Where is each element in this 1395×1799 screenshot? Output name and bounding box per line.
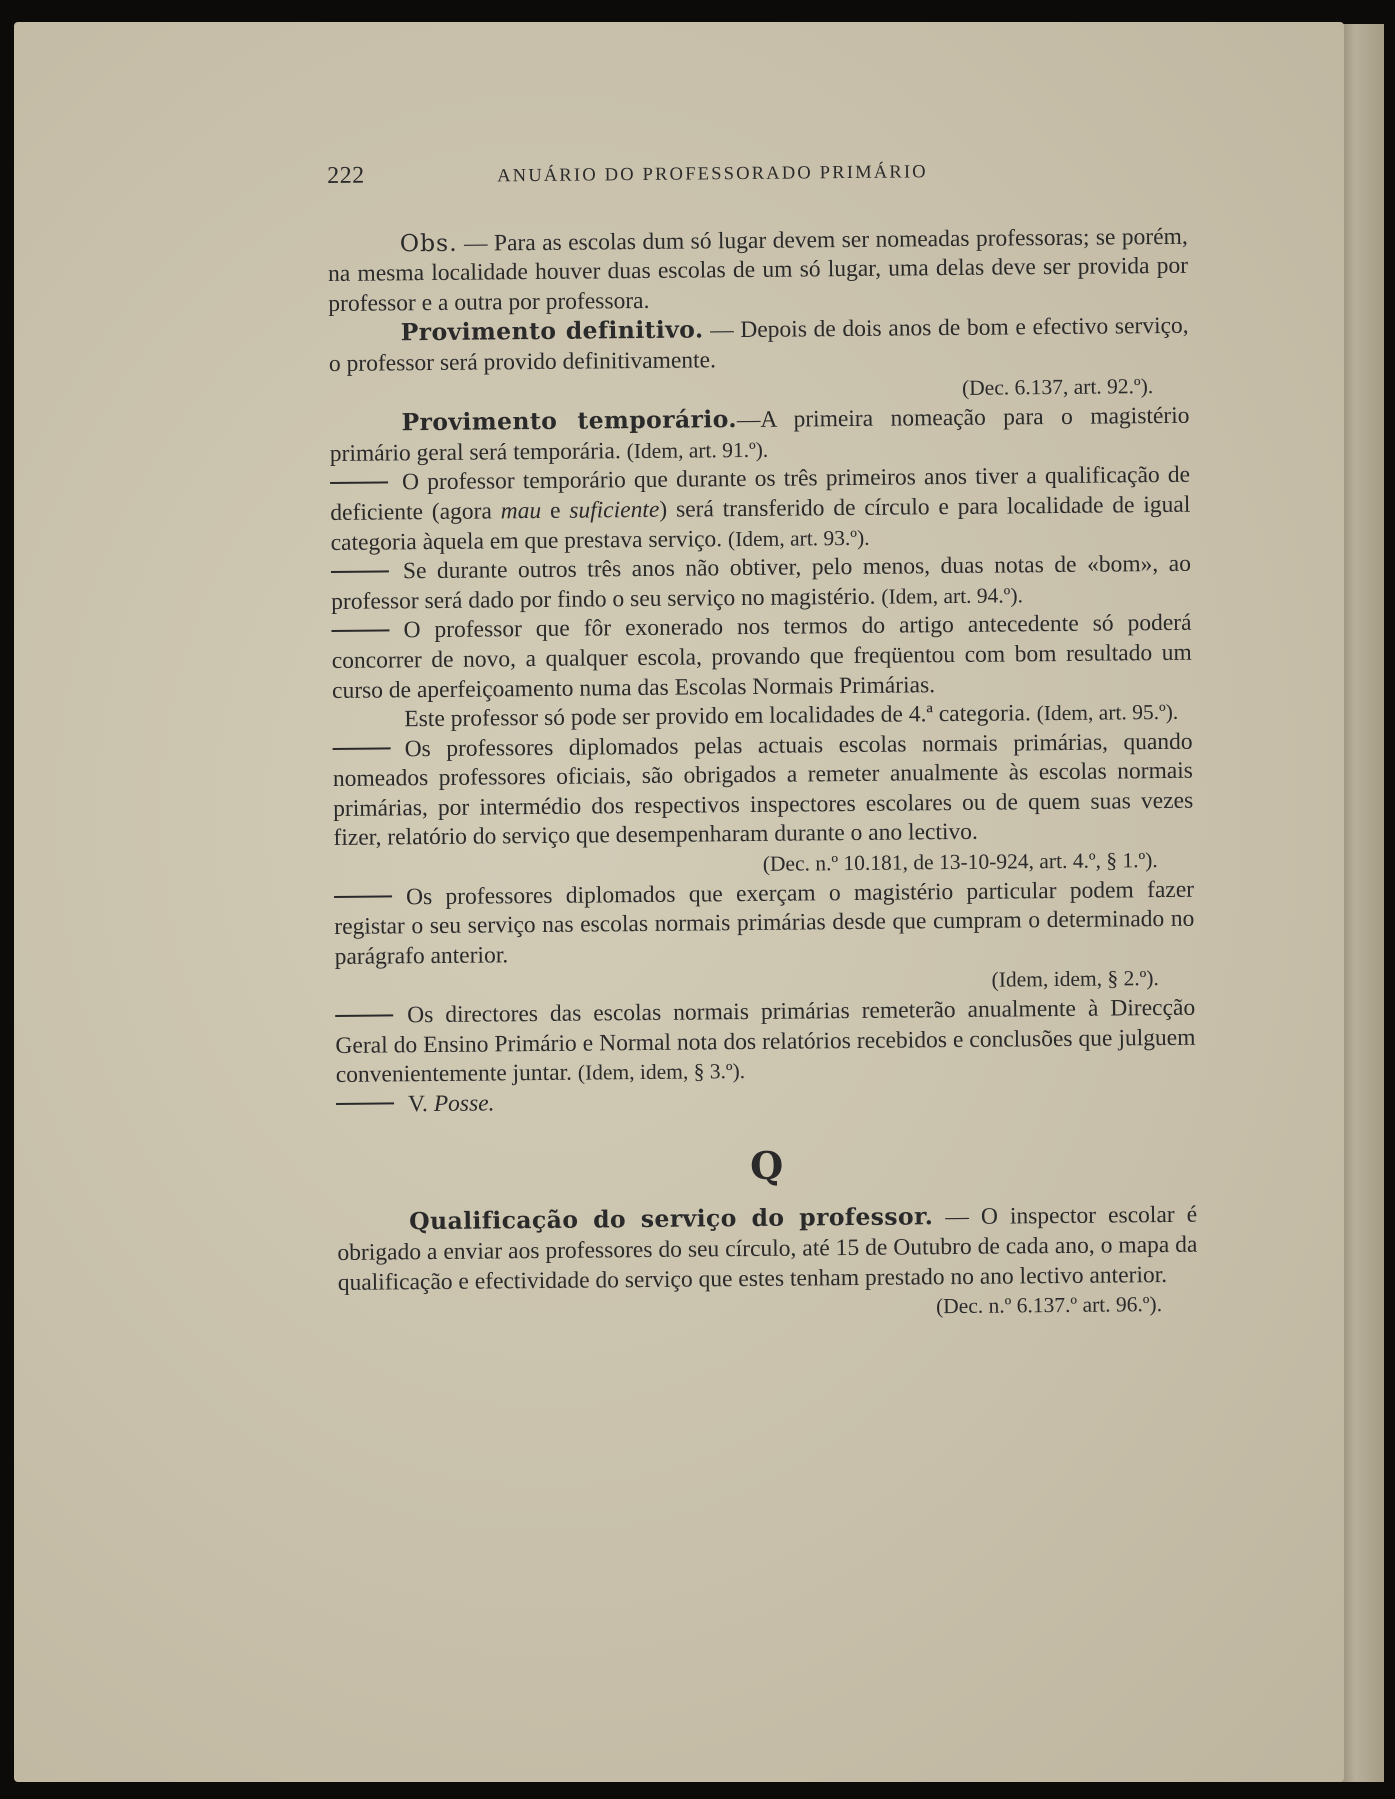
- qualificacao-paragraph: [337, 1200, 1198, 1298]
- section-letter-q: Q: [749, 1143, 784, 1189]
- definitive-reference: (Dec. 6.137, art. 92.º).: [961, 373, 1154, 400]
- em-rule: [334, 896, 392, 899]
- obs-heading: Obs.: [399, 228, 458, 257]
- art93-reference: (Idem, art. 93.º).: [727, 525, 870, 551]
- art94-paragraph: [331, 550, 1192, 617]
- directores-paragraph: [335, 994, 1196, 1091]
- art93-mau: mau: [500, 497, 542, 525]
- art95b-text: Este professor só pode ser provido em localidades de 4.ª categoria.: [404, 700, 1031, 733]
- obs-paragraph: [328, 221, 1189, 319]
- particular-reference: (Idem, idem, § 2.º).: [991, 966, 1159, 993]
- art93-e: e: [541, 497, 570, 524]
- em-rule: [333, 748, 391, 751]
- qualificacao-reference: (Dec. n.º 6.137.º art. 96.º).: [935, 1292, 1163, 1319]
- qualificacao-text: — O inspector escolar é obrigado a enviar aos professores do seu círculo, até 15 de Outubro de cada ano, o mapa da qualificação e efectividade do serviço que estes tenham prestado no ano lectivo anterior.: [337, 1202, 1198, 1296]
- definitive-paragraph: [329, 311, 1190, 379]
- art93-paragraph: [330, 461, 1191, 558]
- art93-text-a: O professor temporário que durante os três primeiros anos tiver a qualificação de deficiente (agora: [330, 462, 1191, 526]
- particular-text: Os professores diplomados que exerçam o magistério particular podem fazer registar o seu serviço nas escolas normais primárias desde que cumpram o determinado no parágrafo anterior.: [334, 876, 1195, 970]
- art95-reference: (Idem, art. 95.º).: [1036, 699, 1179, 726]
- definitive-text: — Depois de dois anos de bom e efectivo serviço, o professor será provido definitivamente.: [328, 313, 1189, 377]
- em-rule: [336, 1103, 394, 1106]
- em-rule: [331, 629, 389, 632]
- posse-word: Posse.: [433, 1090, 495, 1117]
- particular-paragraph: [334, 875, 1195, 972]
- diplomados-reference: (Dec. n.º 10.181, de 13-10-924, art. 4.º, § 1.º).: [762, 848, 1158, 876]
- em-rule: [331, 570, 389, 573]
- art94-text: Se durante outros três anos não obtiver, pelo menos, duas notas de «bom», ao professor será dado por findo o seu serviço no magistério.: [331, 550, 1192, 615]
- art93-suficiente: suficiente: [569, 496, 660, 524]
- directores-text: Os directores das escolas normais primárias remeterão anualmente à Direcção Geral do Ensino Primário e Normal nota dos relatórios recebidos e conclusões que julguem convenientemente juntar.: [335, 994, 1196, 1089]
- temporary-heading: Provimento temporário.: [401, 405, 738, 437]
- diplomados-paragraph: [333, 727, 1194, 854]
- running-title: ANUÁRIO DO PROFESSORADO PRIMÁRIO: [497, 162, 928, 187]
- em-rule: [335, 1014, 393, 1017]
- page-content: [327, 154, 1198, 1328]
- em-rule: [330, 481, 388, 484]
- directores-reference: (Idem, idem, § 3.º).: [577, 1059, 746, 1085]
- page-number: 222: [327, 162, 365, 189]
- art95-paragraph: [331, 609, 1192, 706]
- art95-text: O professor que fôr exonerado nos termos do artigo antecedente só poderá concorrer de novo, a qualquer escola, provando que freqüentou com bom resultado um curso de aperfeiçoamento numa das Escolas Normais Primárias.: [331, 610, 1192, 704]
- posse-v: V.: [407, 1090, 434, 1118]
- art94-reference: (Idem, art. 94.º).: [881, 583, 1024, 609]
- obs-text: — Para as escolas dum só lugar devem ser nomeadas professoras; se porém, na mesma localidade houver duas escolas de um só lugar, uma delas deve ser provida por professor e a outra por professora.: [327, 223, 1189, 317]
- definitive-heading: Provimento definitivo.: [400, 315, 704, 347]
- diplomados-text: Os professores diplomados pelas actuais escolas normais primárias, quando nomeados professores oficiais, são obrigados a remeter anualmente às escolas normais primárias, por intermédio dos respectivos inspectores escolares ou de quem suas vezes fizer, relatório do serviço que desempenharam durante o ano lectivo.: [332, 728, 1194, 852]
- qualificacao-heading: Qualificação do serviço do professor.: [409, 1202, 934, 1236]
- temporary-paragraph: [329, 401, 1190, 469]
- art93-text-b: ) será transferido de círculo e para localidade de igual categoria àquela em que prestava serviço.: [330, 491, 1191, 556]
- temporary-text: —A primeira nomeação para o magistério primário geral será temporária.: [329, 402, 1190, 467]
- temporary-reference: (Idem, art. 91.º).: [626, 437, 769, 463]
